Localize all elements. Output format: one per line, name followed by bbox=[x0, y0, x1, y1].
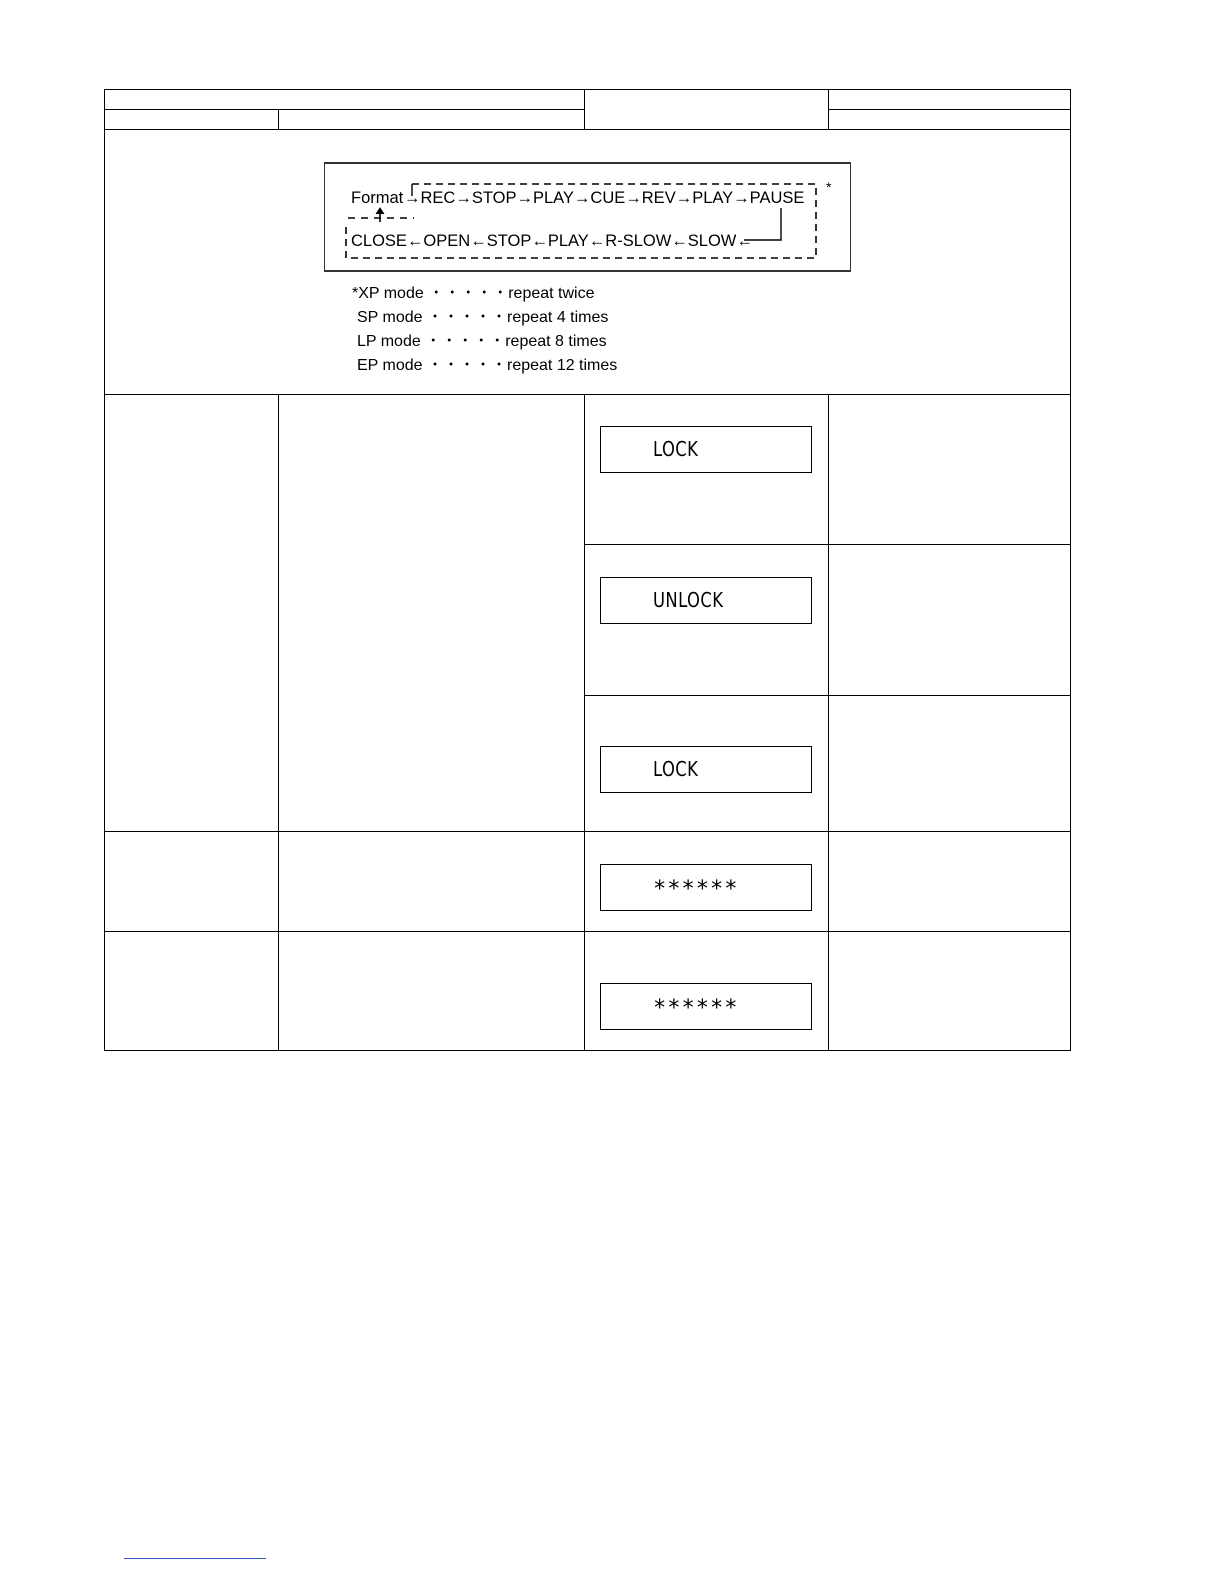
footer-link-underline[interactable] bbox=[124, 1558, 266, 1559]
display-lock-1 bbox=[600, 426, 812, 473]
display-text: ****** bbox=[653, 996, 739, 1021]
display-text: LOCK bbox=[653, 437, 699, 461]
table-border-top bbox=[104, 89, 1071, 90]
table-row-divider bbox=[104, 831, 1071, 832]
flow-bottom-row: CLOSE←OPEN←STOP←PLAY←R-SLOW←SLOW← bbox=[351, 232, 753, 250]
table-row-divider bbox=[104, 394, 1071, 395]
repeat-note-ep: EP mode ・・・・・repeat 12 times bbox=[357, 357, 618, 374]
flow-asterisk: * bbox=[826, 179, 832, 195]
display-text: UNLOCK bbox=[653, 588, 724, 612]
display-stars-2 bbox=[600, 983, 812, 1030]
table-col-divider bbox=[828, 394, 829, 1051]
table-col-divider bbox=[278, 394, 279, 1051]
repeat-note-lp: LP mode ・・・・・repeat 8 times bbox=[357, 333, 607, 350]
repeat-note-xp: *XP mode ・・・・・repeat twice bbox=[352, 285, 595, 302]
table-border-bottom bbox=[104, 1050, 1071, 1051]
display-text: ****** bbox=[653, 877, 739, 902]
table-header-bottom bbox=[104, 129, 1071, 130]
table-col-divider bbox=[278, 109, 279, 130]
flow-format-label: Format bbox=[351, 189, 404, 207]
table-col-divider bbox=[828, 89, 829, 130]
flow-diagram bbox=[324, 162, 851, 272]
display-text: LOCK bbox=[653, 757, 699, 781]
display-lock-2 bbox=[600, 746, 812, 793]
table-col-divider bbox=[584, 89, 585, 130]
table-col-divider bbox=[584, 394, 585, 1051]
up-arrow-head-icon bbox=[376, 208, 384, 214]
table-border-left bbox=[104, 89, 105, 1051]
flow-top-row: →REC→STOP→PLAY→CUE→REV→PLAY→PAUSE bbox=[404, 189, 805, 207]
repeat-note-sp: SP mode ・・・・・repeat 4 times bbox=[357, 309, 609, 326]
table-header-divider-right bbox=[828, 109, 1071, 110]
display-unlock bbox=[600, 577, 812, 624]
display-stars-1 bbox=[600, 864, 812, 911]
table-row-divider bbox=[104, 931, 1071, 932]
table-border-right bbox=[1070, 89, 1071, 1051]
table-header-divider-left bbox=[104, 109, 584, 110]
